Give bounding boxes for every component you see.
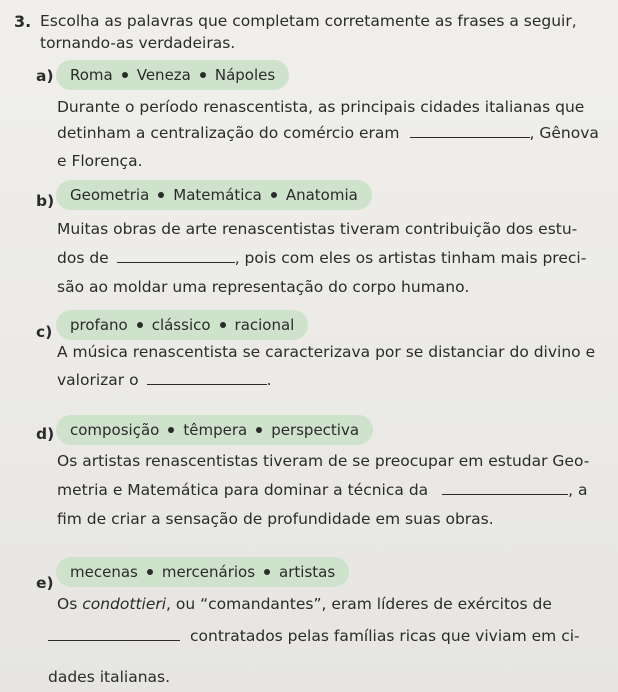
option[interactable]: Veneza (136, 66, 191, 84)
item-b-line-3: são ao moldar uma representação do corpo humano. (57, 278, 470, 296)
option[interactable]: Anatomia (285, 186, 358, 204)
item-d-word-bank (56, 415, 373, 445)
bullet-icon (158, 192, 164, 198)
item-c-line-2 (57, 371, 272, 389)
answer-blank[interactable] (147, 383, 267, 385)
text: . (266, 371, 272, 389)
item-a-line-3: e Florença. (57, 152, 143, 170)
bullet-icon (200, 72, 206, 78)
item-d-line-3: fim de criar a sensação de profundidade em suas obras. (57, 510, 494, 528)
answer-blank[interactable] (410, 136, 530, 138)
item-d-line-2 (57, 481, 588, 499)
option[interactable]: têmpera (183, 421, 248, 439)
text: , a (568, 481, 588, 499)
bullet-icon (264, 569, 270, 575)
text: , ou “comandantes”, eram líderes de exércitos de (166, 595, 552, 613)
answer-blank[interactable] (48, 639, 180, 641)
text: metria e Matemática para dominar a técnica da (57, 481, 429, 499)
option[interactable]: mecenas (70, 563, 138, 581)
bullet-icon (271, 192, 277, 198)
option[interactable]: Roma (70, 66, 113, 84)
bullet-icon (168, 427, 174, 433)
option[interactable]: racional (234, 316, 295, 334)
text: valorizar o (57, 371, 139, 389)
answer-blank[interactable] (117, 261, 235, 263)
item-e-line-3: dades italianas. (48, 668, 171, 686)
option[interactable]: mercenários (161, 563, 256, 581)
item-e-letter: e) (36, 574, 54, 592)
item-e-line-2 (48, 627, 580, 645)
item-c-letter: c) (36, 323, 53, 341)
question-line-1: Escolha as palavras que completam corretamente as frases a seguir, (40, 12, 577, 30)
text: dos de (57, 249, 109, 267)
item-e-word-bank (56, 557, 349, 587)
text: detinham a centralização do comércio eram (57, 124, 400, 142)
item-d-letter: d) (36, 425, 55, 443)
bullet-icon (147, 569, 153, 575)
bullet-icon (137, 322, 143, 328)
text: contratados pelas famílias ricas que viviam em ci- (190, 627, 580, 645)
item-c-word-bank (56, 310, 308, 340)
text-italic: condottieri (82, 595, 167, 613)
text: Os (57, 595, 78, 613)
option[interactable]: Nápoles (214, 66, 276, 84)
item-b-word-bank (56, 180, 372, 210)
item-a-word-bank (56, 60, 289, 90)
item-b-line-2 (57, 249, 586, 267)
text: , pois com eles os artistas tinham mais preci- (234, 249, 587, 267)
question-number: 3. (14, 12, 32, 31)
bullet-icon (122, 72, 128, 78)
item-b-letter: b) (36, 192, 55, 210)
option[interactable]: Geometria (70, 186, 150, 204)
answer-blank[interactable] (442, 493, 568, 495)
question-line-2: tornando-as verdadeiras. (40, 34, 236, 52)
option[interactable]: clássico (151, 316, 211, 334)
option[interactable]: profano (70, 316, 128, 334)
option[interactable]: Matemática (173, 186, 262, 204)
item-a-line-1: Durante o período renascentista, as principais cidades italianas que (57, 98, 585, 116)
item-a-line-2 (57, 124, 599, 142)
bullet-icon (220, 322, 226, 328)
bullet-icon (256, 427, 262, 433)
option[interactable]: artistas (279, 563, 336, 581)
item-c-line-1: A música renascentista se caracterizava por se distanciar do divino e (57, 343, 596, 361)
text: , Gênova (529, 124, 599, 142)
option[interactable]: composição (70, 421, 160, 439)
item-d-line-1: Os artistas renascentistas tiveram de se preocupar em estudar Geo- (57, 452, 590, 470)
option[interactable]: perspectiva (271, 421, 360, 439)
item-e-line-1 (57, 595, 552, 613)
item-b-line-1: Muitas obras de arte renascentistas tiveram contribuição dos estu- (57, 220, 578, 238)
item-a-letter: a) (36, 67, 54, 85)
